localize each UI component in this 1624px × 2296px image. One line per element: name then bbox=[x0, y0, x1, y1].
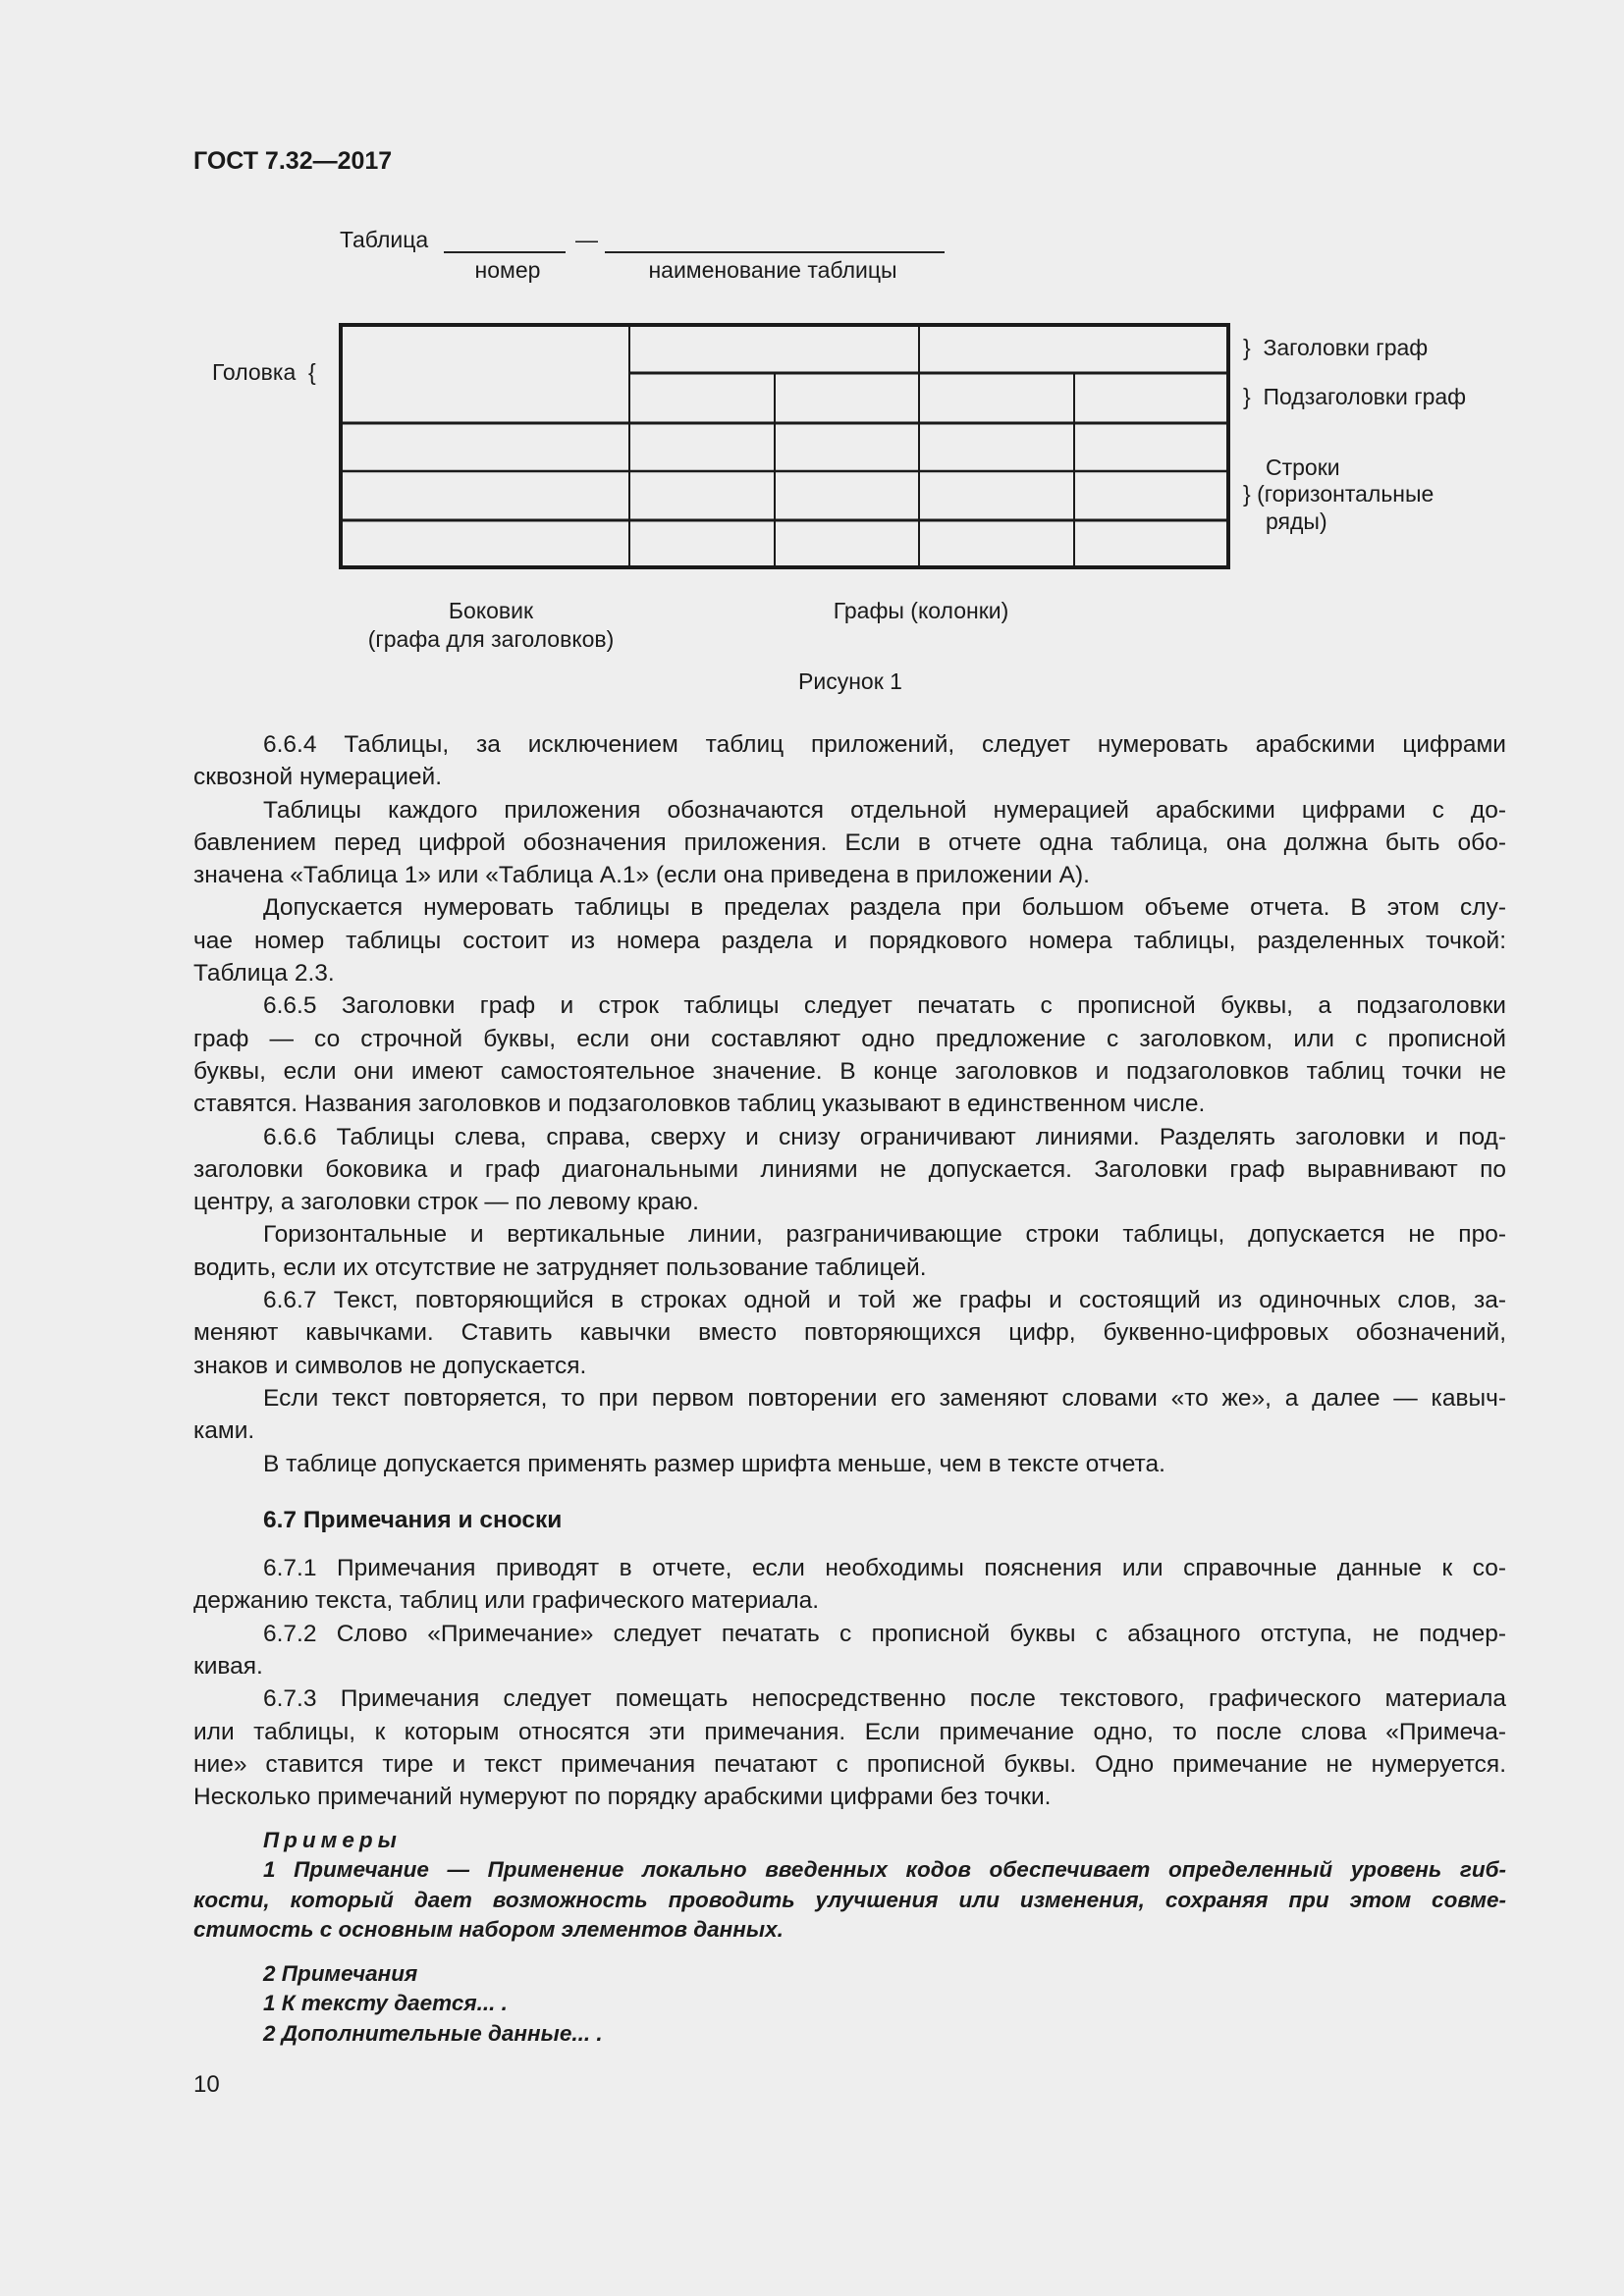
columns-label: Графы (колонки) bbox=[833, 598, 1009, 623]
paragraph bbox=[193, 1284, 1506, 1382]
example-2 bbox=[193, 1959, 1506, 2050]
table-word: Таблица bbox=[340, 227, 429, 252]
number-label: номер bbox=[474, 257, 541, 283]
example-line: стимость с основным набором элементов данных. bbox=[193, 1917, 784, 1942]
example-line: 1 К тексту дается... . bbox=[263, 1991, 508, 2015]
paragraph bbox=[193, 1618, 1506, 1683]
text-line: ставятся. Названия заголовков и подзаголовков таблиц указывают в единственном числе. bbox=[193, 1091, 1206, 1118]
text-line: 6.7.3 Примечания следует помещать непосредственно после текстового, графического материала bbox=[263, 1685, 1506, 1713]
paragraph bbox=[193, 794, 1506, 892]
text-line: чае номер таблицы состоит из номера раздела и порядкового номера таблицы, разделенных точкой: bbox=[193, 927, 1506, 954]
head-label: Головка { bbox=[212, 359, 316, 385]
text-line: Несколько примечаний нумеруют по порядку арабскими цифрами без точки. bbox=[193, 1784, 1052, 1811]
text-line: В таблице допускается применять размер шрифта меньше, чем в тексте отчета. bbox=[263, 1450, 1165, 1477]
text-line: кивая. bbox=[193, 1653, 263, 1681]
text-line: Допускается нумеровать таблицы в пределах раздела при большом объеме отчета. В этом слу- bbox=[263, 894, 1506, 922]
rows-label-1: Строки bbox=[1266, 454, 1340, 480]
text-line: держанию текста, таблиц или графического материала. bbox=[193, 1587, 820, 1615]
text-line: Горизонтальные и вертикальные линии, разграничивающие строки таблицы, допускается не про- bbox=[263, 1221, 1506, 1249]
text-line: Таблицы каждого приложения обозначаются отдельной нумерацией арабскими цифрами с до- bbox=[263, 796, 1506, 824]
number-blank-line bbox=[444, 251, 566, 253]
example-line: 2 Примечания bbox=[263, 1960, 418, 1986]
paragraph bbox=[193, 1448, 1506, 1480]
text-line: ками. bbox=[193, 1417, 255, 1445]
stub-sublabel: (графа для заголовков) bbox=[367, 626, 615, 652]
text-line: 6.7.2 Слово «Примечание» следует печатать с прописной буквы с абзацного отступа, не подчер- bbox=[263, 1620, 1506, 1647]
examples-block bbox=[193, 1826, 1506, 2050]
text-line: 6.7.1 Примечания приводят в отчете, если необходимы пояснения или справочные данные к со- bbox=[263, 1555, 1506, 1582]
stub-label: Боковик bbox=[448, 598, 534, 623]
text-line: знаков и символов не допускается. bbox=[193, 1352, 587, 1379]
rows-label-3: ряды) bbox=[1266, 508, 1327, 534]
dash: — bbox=[575, 227, 598, 252]
text-line: буквы, если они имеют самостоятельное значение. В конце заголовков и подзаголовков таблиц точки не bbox=[193, 1057, 1506, 1085]
paragraph bbox=[193, 1121, 1506, 1219]
text-line: сквозной нумерацией. bbox=[193, 764, 443, 791]
name-label: наименование таблицы bbox=[648, 257, 897, 283]
page-number: 10 bbox=[193, 2071, 220, 2098]
rows-label-2: } (горизонтальные bbox=[1243, 481, 1435, 507]
table-outer-border bbox=[341, 325, 1228, 567]
paragraph bbox=[193, 1552, 1506, 1618]
text-line: значена «Таблица 1» или «Таблица А.1» (если она приведена в приложении А). bbox=[193, 862, 1090, 889]
text-line: центру, а заголовки строк — по левому краю. bbox=[193, 1189, 699, 1216]
text-line: или таблицы, к которым относятся эти примечания. Если примечание одно, то после слова «Примеча- bbox=[193, 1718, 1506, 1745]
document-header: ГОСТ 7.32—2017 bbox=[193, 147, 393, 175]
paragraph bbox=[193, 1218, 1506, 1284]
table-structure-diagram bbox=[334, 318, 1237, 575]
head-brace: { bbox=[308, 359, 316, 385]
paragraphs-6-6 bbox=[193, 728, 1506, 1480]
text-line: 6.6.7 Текст, повторяющийся в строках одной и той же графы и состоящий из одиночных слов, за- bbox=[263, 1287, 1506, 1314]
text-line: заголовки боковика и граф диагональными линиями не допускается. Заголовки граф выравнивают по bbox=[193, 1155, 1506, 1183]
example-line: кости, который дает возможность проводить улучшения или изменения, сохраняя при этом совме- bbox=[193, 1887, 1506, 1912]
text-line: граф — со строчной буквы, если они составляют одно предложение с заголовком, или с прописной bbox=[193, 1025, 1506, 1052]
paragraph bbox=[193, 989, 1506, 1120]
example-1 bbox=[193, 1855, 1506, 1946]
paragraphs-6-7 bbox=[193, 1552, 1506, 1813]
example-line: 2 Дополнительные данные... . bbox=[263, 2020, 603, 2046]
figure-caption: Рисунок 1 bbox=[798, 668, 902, 694]
column-subheaders-label: } Подзаголовки граф bbox=[1243, 384, 1467, 409]
text-line: 6.6.4 Таблицы, за исключением таблиц приложений, следует нумеровать арабскими цифрами bbox=[263, 731, 1506, 758]
example-line: 1 Примечание — Применение локально введенных кодов обеспечивает определенный уровень гиб- bbox=[263, 1857, 1506, 1882]
name-blank-line bbox=[605, 251, 945, 253]
text-line: 6.6.5 Заголовки граф и строк таблицы следует печатать с прописной буквы, а подзаголовки bbox=[263, 992, 1506, 1020]
paragraph bbox=[193, 1682, 1506, 1813]
text-line: меняют кавычками. Ставить кавычки вместо повторяющихся цифр, буквенно-цифровых обозначений, bbox=[193, 1319, 1506, 1347]
paragraph bbox=[193, 891, 1506, 989]
text-line: Таблица 2.3. bbox=[193, 960, 335, 988]
document-body bbox=[193, 728, 1506, 2049]
text-line: 6.6.6 Таблицы слева, справа, сверху и снизу ограничивают линиями. Разделять заголовки и под- bbox=[263, 1123, 1506, 1150]
text-line: бавлением перед цифрой обозначения приложения. Если в отчете одна таблица, она должна быть обо- bbox=[193, 828, 1506, 856]
paragraph bbox=[193, 1382, 1506, 1448]
text-line: ние» ставится тире и текст примечания печатают с прописной буквы. Одно примечание не нумеруется. bbox=[193, 1750, 1506, 1778]
text-line: Если текст повторяется, то при первом повторении его заменяют словами «то же», а далее — кавыч- bbox=[263, 1384, 1506, 1412]
section-heading: 6.7 Примечания и сноски bbox=[263, 1506, 563, 1533]
paragraph bbox=[193, 728, 1506, 794]
column-headers-label: } Заголовки граф bbox=[1243, 335, 1429, 360]
examples-title: Примеры bbox=[263, 1827, 402, 1852]
text-line: водить, если их отсутствие не затрудняет пользование таблицей. bbox=[193, 1254, 927, 1281]
